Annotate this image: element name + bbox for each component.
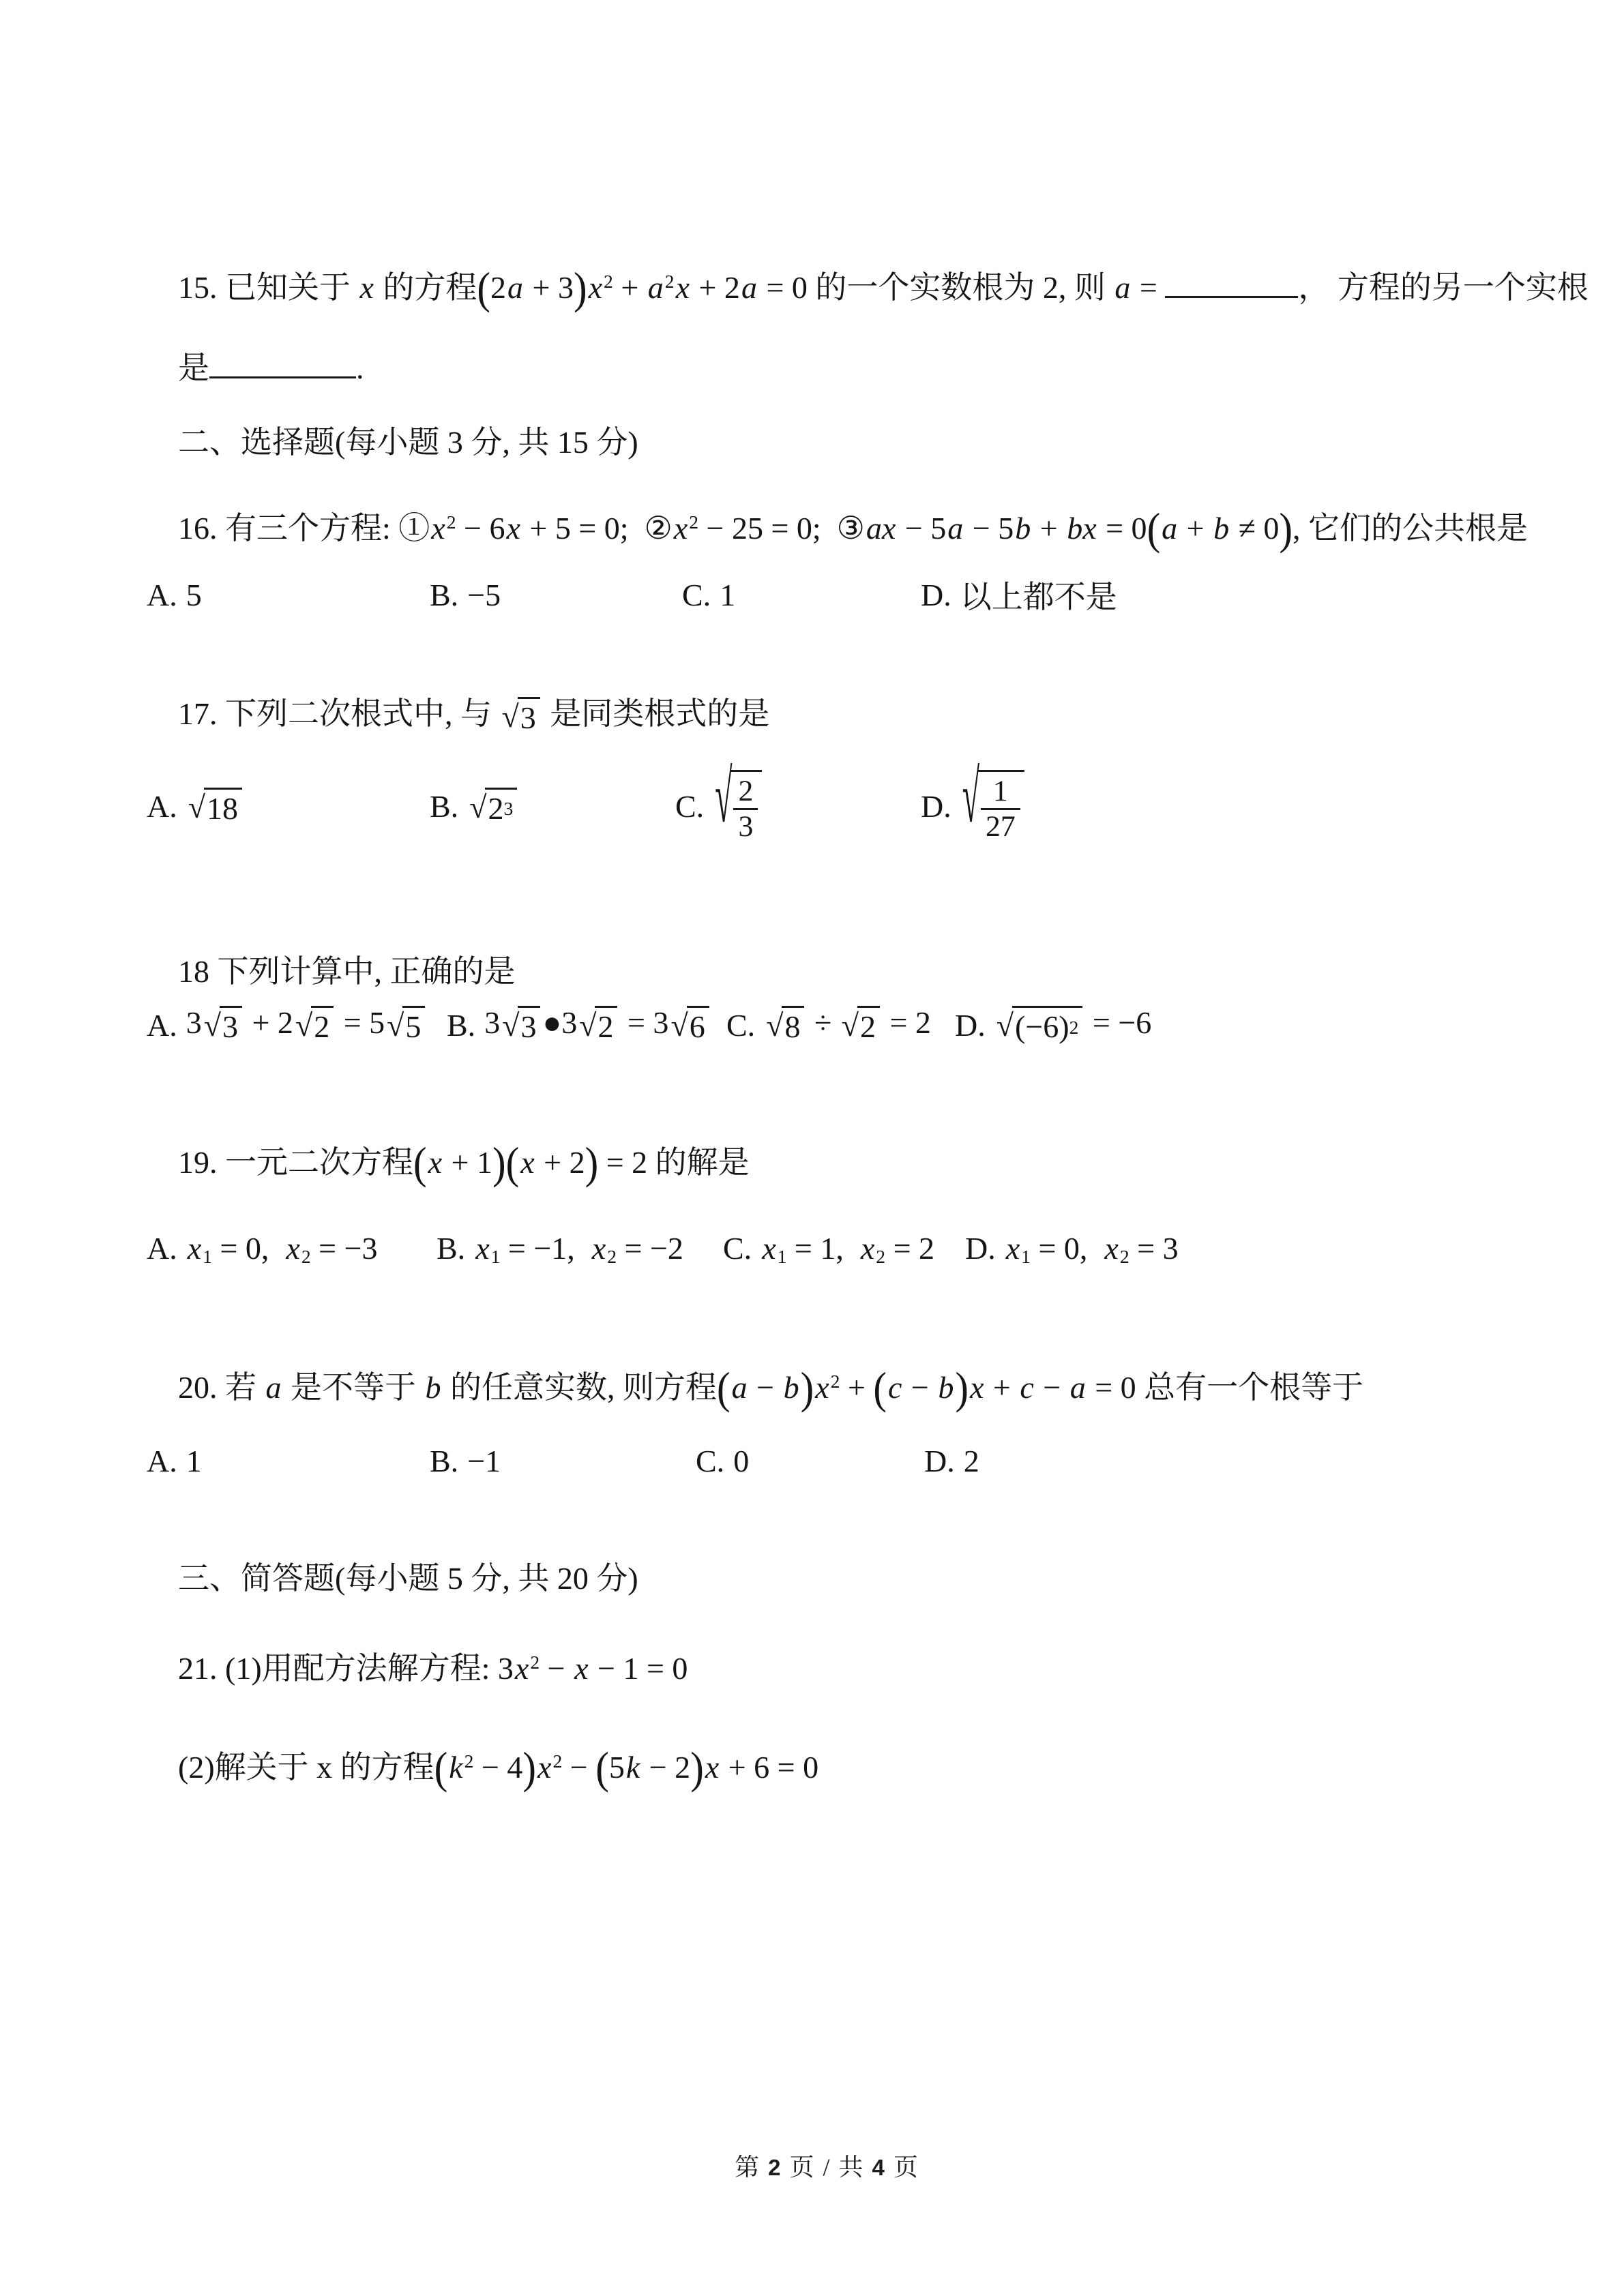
option-value: 5 [186, 577, 202, 612]
option-label: A. [147, 577, 177, 612]
question-16-stem [147, 469, 1528, 587]
option-value: 0 [733, 1443, 750, 1478]
option-value: 以上都不是 [960, 580, 1117, 614]
option-value: √ 18 [186, 786, 244, 826]
option-value: √ $\frac{2}{3}$ [713, 770, 764, 844]
section-two-title: 二、选择题(每小题 3 分, 共 15 分) [178, 424, 638, 460]
option-label: A. [147, 1443, 177, 1478]
question-15-formula: 15. 已知关于 x 的方程$(2a + 3)x^2 + a^2x + 2a = 0$ 的一个实数根为 2, 则 a = ， 方程的另一个实根 [178, 263, 1589, 314]
question-16-option-c [682, 574, 735, 615]
option-label: B. [430, 1443, 459, 1478]
question-17-option-c [675, 743, 764, 869]
option-value: $x_1 = 0$, $x_2 = -3$ [187, 1230, 378, 1267]
section-three-title: 三、简答题(每小题 5 分, 共 20 分) [178, 1560, 638, 1596]
option-value: 3 √ 3 + 2 √ 2 = 5 √ 5 [186, 1004, 428, 1045]
question-18-text: 18 下列计算中, 正确的是 [178, 953, 516, 989]
question-20-option-b [430, 1440, 501, 1481]
question-20-option-c [696, 1440, 749, 1481]
question-16-option-a [147, 574, 202, 615]
option-value: √ (−6) 2 = −6 [996, 1004, 1152, 1045]
question-16-option-d [921, 574, 1117, 615]
question-17-option-a [147, 743, 244, 869]
question-19-option-b [437, 1221, 683, 1275]
option-value: √ 8 ÷ √ 2 = 2 [766, 1004, 931, 1045]
question-19-option-a [147, 1221, 378, 1275]
footer-prefix: 第 [735, 2153, 769, 2181]
option-label: C. [682, 577, 711, 612]
option-value: −5 [467, 577, 501, 612]
option-label: D. [955, 1007, 986, 1043]
option-value: 1 [186, 1443, 202, 1478]
option-value: $x_1 = 1$, $x_2 = 2$ [762, 1230, 935, 1267]
option-value: $x_1 = -1$, $x_2 = -2$ [475, 1230, 683, 1267]
footer-total-pages: 4 [872, 2155, 886, 2180]
question-16-formula: 16. 有三个方程: $①x^2 - 6x + 5 = 0$; $②x^2 - 25 = 0$; ③ax − 5a − 5b + bx = 0(a + b ≠ 0), 它们的公共根是 [178, 504, 1528, 554]
option-label: D. [924, 1443, 955, 1478]
option-label: B. [437, 1230, 466, 1266]
option-value: −1 [467, 1443, 501, 1478]
question-20-option-d [924, 1440, 979, 1481]
question-18-option-b [447, 994, 711, 1056]
question-19-option-d [965, 1221, 1179, 1275]
page-footer [0, 2119, 1624, 2211]
option-label: B. [447, 1007, 476, 1043]
question-19-formula: 19. 一元二次方程(x + 1)(x + 2) = 2 的解是 [178, 1138, 750, 1189]
option-label: C. [726, 1007, 756, 1043]
option-label: A. [147, 1007, 177, 1043]
question-21-part-2 [147, 1708, 818, 1826]
question-21-part-2-formula: (2)解关于 x 的方程$(k^2 - 4)x^2 - (5k - 2)x + 6 = 0$ [178, 1743, 819, 1793]
option-value: $x_1 = 0$, $x_2 = 3$ [1005, 1230, 1179, 1267]
footer-mid: 页 / 共 [782, 2153, 872, 2181]
footer-suffix: 页 [885, 2153, 919, 2181]
option-label: A. [147, 789, 177, 824]
option-label: D. [921, 789, 951, 824]
question-16-option-b [430, 574, 501, 615]
question-18-option-c [726, 994, 931, 1056]
question-20-formula: 20. 若 a 是不等于 b 的任意实数, 则方程$(a - b)x^2 + (c - b)x + c - a = 0$ 总有一个根等于 [178, 1363, 1364, 1414]
option-label: A. [147, 1230, 177, 1266]
question-19-stem [147, 1103, 750, 1221]
option-value: 3 √ 3 ●3 √ 2 = 3 √ 6 [484, 1004, 711, 1045]
question-17-option-d [921, 743, 1027, 869]
option-label: C. [723, 1230, 752, 1266]
option-label: C. [675, 789, 705, 824]
option-value: 2 [963, 1443, 979, 1478]
question-18-option-a [147, 994, 427, 1056]
option-label: D. [921, 577, 951, 612]
footer-page-number: 2 [768, 2155, 782, 2180]
question-17-option-b [430, 743, 519, 869]
question-15-answer-blank: 是 . [178, 351, 364, 385]
question-17-formula: 17. 下列二次根式中, 与 √ 3 是同类根式的是 [178, 696, 770, 735]
question-21-part-1-formula: 21. (1)用配方法解方程: $3x^2 - x - 1 = 0$ [178, 1650, 688, 1686]
option-value: 1 [720, 577, 736, 612]
question-18-option-d [955, 994, 1151, 1056]
option-value: √ $\frac{1}{27}$ [960, 770, 1027, 844]
question-20-option-a [147, 1440, 202, 1481]
question-19-option-c [723, 1221, 934, 1275]
option-label: B. [430, 577, 459, 612]
option-value: √ 2 3 [467, 786, 519, 826]
option-label: D. [965, 1230, 996, 1266]
option-label: B. [430, 789, 459, 824]
option-label: C. [696, 1443, 725, 1478]
question-20-stem [147, 1328, 1363, 1446]
